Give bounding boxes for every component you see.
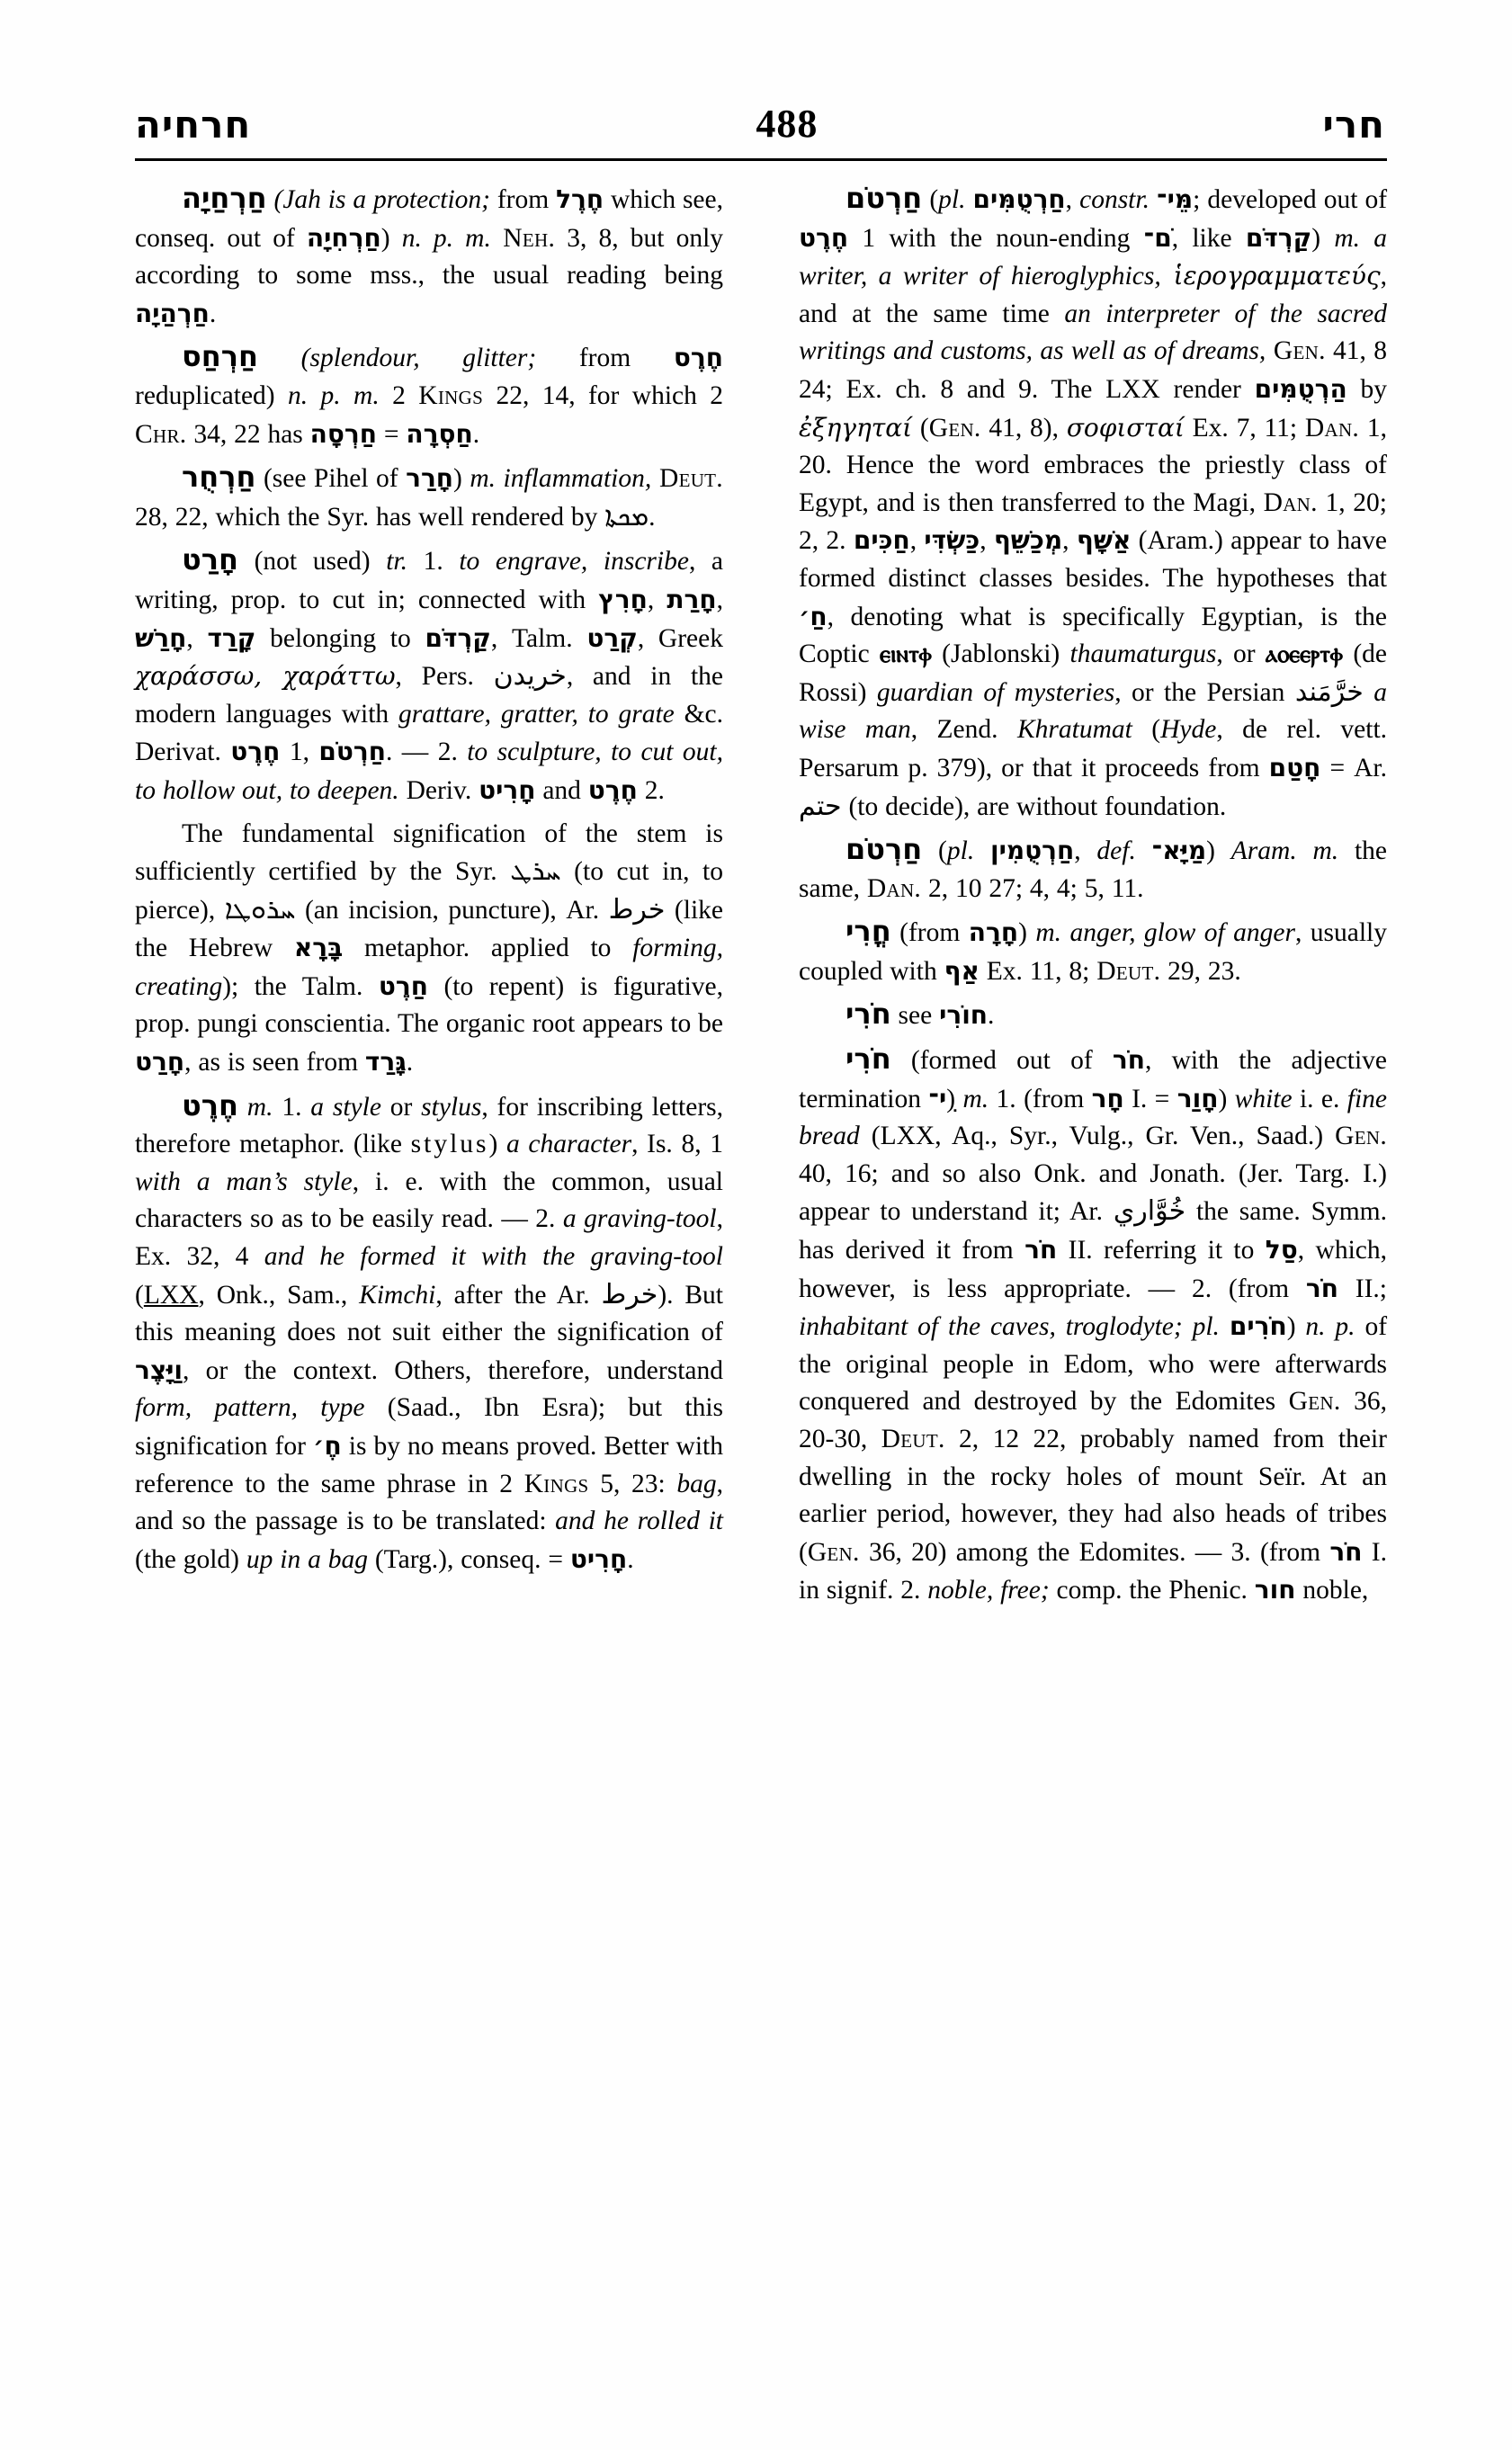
body-text: , i. e. with the common, usual characters so as to be easily read. — 2. <box>135 1167 724 1234</box>
body-text: 36, 20) among the Edomites. — 3. (from <box>859 1537 1330 1567</box>
hebrew-word: חֹר <box>1305 1273 1338 1303</box>
italic-gloss: up in a bag <box>246 1544 368 1574</box>
body-text: , or the context. Others, therefore, understand <box>183 1355 723 1385</box>
italic-gloss: a character <box>505 1130 632 1159</box>
scripture-ref: Gen. <box>1288 1387 1341 1417</box>
running-head-left-hebrew: חרחיה <box>135 103 252 147</box>
body-text: . <box>406 1048 414 1077</box>
entry-lemma: חֶרֶט <box>182 1087 238 1122</box>
body-text: , Zend. <box>910 715 1017 745</box>
right-text-column <box>799 180 1387 2267</box>
entry-lemma: חֳרִי <box>845 914 891 949</box>
italic-gloss: Kimchi <box>359 1280 436 1310</box>
body-text <box>1364 678 1373 707</box>
body-text: ( <box>135 1280 144 1310</box>
body-text: 34, 22 has <box>186 419 310 449</box>
body-text: 5, 23: <box>588 1469 677 1498</box>
page-columns <box>135 180 1387 2267</box>
body-text: the same. Symm. has derived it from <box>799 1197 1388 1265</box>
hebrew-word: חָרִיט <box>569 1543 628 1574</box>
hebrew-word: חוֹרִי <box>939 1000 989 1031</box>
hebrew-word: חָר <box>1091 1083 1124 1113</box>
body-text: (Targ.), conseq. = <box>367 1544 570 1574</box>
dictionary-entry <box>799 1041 1387 1610</box>
body-text: , as is seen from <box>184 1048 365 1077</box>
body-text: (see Pihel of <box>255 464 407 494</box>
scripture-ref: Kings <box>418 380 484 410</box>
body-text: , Is. 8, 1 <box>631 1130 723 1159</box>
body-text: ) <box>1206 836 1231 866</box>
hebrew-word: וַיָּצֶר <box>135 1355 183 1385</box>
greek-word: ἐξηγηταί <box>799 412 913 443</box>
hebrew-word: חֶרֶס <box>673 343 723 373</box>
body-text: (Saad., Ibn Esra); but this signification for <box>135 1393 723 1461</box>
italic-gloss: noble, free; <box>927 1576 1050 1605</box>
entry-lemma: חַרְטֹם <box>845 832 923 867</box>
body-text: , and in the modern languages with <box>135 662 723 729</box>
body-text: = Ar. <box>1320 753 1388 782</box>
body-text: , and so the passage is to be translated: <box>135 1469 723 1536</box>
scripture-ref: Dan. <box>866 873 922 903</box>
body-text: ) <box>1218 1084 1235 1113</box>
body-text: 1. (from <box>989 1084 1092 1113</box>
header-rule <box>135 158 1387 161</box>
scripture-ref: Gen. <box>1266 336 1326 366</box>
italic-gloss: form, pattern, type <box>135 1393 365 1423</box>
body-text: comp. the Phenic. <box>1049 1576 1255 1605</box>
italic-gloss: to sculpture, to cut out, to hollow out, to deepen. <box>135 738 723 805</box>
arabic-word: خرط <box>601 1278 658 1310</box>
body-text: I. in signif. 2. <box>799 1537 1387 1605</box>
body-text: 36, 20-30, <box>799 1387 1387 1453</box>
body-text: , Onk., Sam., <box>198 1280 360 1310</box>
body-text: 3, 8, but only according to some mss., the usual reading being <box>135 223 724 291</box>
italic-gloss: white <box>1234 1084 1293 1113</box>
body-text: i. e. <box>1292 1084 1347 1113</box>
body-text: ; developed out of <box>1193 185 1388 214</box>
body-text: , Pers. <box>395 662 494 692</box>
body-text <box>974 836 990 865</box>
body-text: Ex. 11, 8; <box>979 956 1097 986</box>
body-text: ( <box>912 413 929 443</box>
body-text: , Ex. 32, 4 <box>135 1204 723 1272</box>
body-text: ) <box>1311 223 1335 253</box>
hebrew-word: חָוַר <box>1176 1083 1219 1113</box>
entry-lemma: חָרַט <box>182 542 238 577</box>
body-text: Ex. 7, 11; <box>1184 413 1305 443</box>
hebrew-word: אַשָּׁף <box>1076 525 1132 556</box>
body-text: , <box>909 526 925 556</box>
hebrew-word: חֶרֶט <box>799 222 849 253</box>
hebrew-word: חַכִּים <box>853 525 910 556</box>
body-text: 1 with the noun-ending <box>848 223 1144 253</box>
body-text <box>1150 185 1157 214</box>
body-text: , Greek <box>637 623 723 653</box>
body-text: by <box>1346 374 1388 404</box>
scripture-ref: Deut. <box>651 464 723 494</box>
body-text: (de Rossi) <box>799 639 1388 707</box>
arabic-word: خرط <box>608 893 666 925</box>
hebrew-word: חָרִיט <box>479 774 536 805</box>
body-text: from <box>489 185 557 214</box>
italic-gloss: n. p. m. <box>288 380 380 410</box>
body-text: is by no means proved. Better with reference to the same phrase in 2 <box>135 1432 724 1498</box>
body-text: 2. <box>637 775 665 805</box>
body-text: . <box>209 299 217 328</box>
hebrew-word: חַרְחִיָה <box>306 222 381 253</box>
hebrew-word: קַרְדֹּם <box>425 622 491 653</box>
dictionary-entry <box>135 541 723 809</box>
dictionary-entry <box>799 831 1387 908</box>
body-text: 2, 10 27; 4, 4; 5, 11. <box>921 873 1144 903</box>
hebrew-word: חָטַם <box>1268 752 1321 782</box>
hebrew-word: קְרַט <box>586 622 638 653</box>
body-text: , <box>1062 526 1077 556</box>
coptic-word: ⲁⲟⲉⲉⲣⲧⲫ <box>1265 640 1344 669</box>
body-text: ( <box>1132 715 1161 745</box>
body-text: . <box>988 1001 995 1031</box>
scripture-ref: Gen. <box>807 1537 860 1567</box>
italic-gloss: pl. <box>938 185 966 214</box>
hebrew-word: מֵּי־ <box>1157 184 1194 214</box>
dictionary-entry <box>135 180 723 333</box>
hebrew-word: חֶרֶט <box>587 774 638 805</box>
hebrew-word: חַרְטֹם <box>318 737 386 767</box>
hebrew-word: חָרַת <box>667 584 717 614</box>
italic-gloss: a graving-tool <box>562 1204 717 1234</box>
hebrew-word: חַרְסָה <box>309 418 378 449</box>
body-text: 28, 22, which the Syr. has well rendered by <box>135 502 605 532</box>
body-text: from <box>536 344 674 373</box>
italic-gloss: and he rolled it <box>555 1507 723 1536</box>
body-text: , which, however, is less appropriate. — 2. (from <box>799 1236 1387 1303</box>
body-text: metaphor. applied to <box>343 934 633 963</box>
italic-gloss: a wise man <box>799 677 1387 745</box>
body-text: II.; <box>1338 1274 1387 1303</box>
body-text: . <box>472 419 480 449</box>
hebrew-word: אַף <box>944 955 980 986</box>
body-text: ) <box>453 464 470 494</box>
body-text: noble, <box>1295 1576 1369 1605</box>
hebrew-word: חַרֶט <box>378 970 428 1001</box>
arabic-word: حتم <box>799 790 842 822</box>
hebrew-word: חֶ׳ <box>313 1431 342 1461</box>
hebrew-word: חַ׳ <box>799 601 828 631</box>
scripture-ref: Gen. <box>928 413 981 443</box>
body-text: (to repent) is figurative, prop. pungi conscientia. The organic root appears to be <box>135 971 723 1039</box>
hebrew-word: חֹר <box>1112 1045 1145 1076</box>
dictionary-entry <box>799 996 1387 1035</box>
body-text: , after the Ar. <box>435 1280 602 1310</box>
syriac-word: ܚܪܛ <box>510 855 561 888</box>
greek-word: σοφισταί <box>1066 412 1185 443</box>
greek-word: χαράσσω, χαράττω <box>135 661 396 692</box>
body-text: , <box>980 526 994 556</box>
body-text: (like the Hebrew <box>135 895 723 963</box>
body-text: 41, 8), <box>980 413 1067 443</box>
italic-gloss: an interpreter of the sacred writings and customs, as well as of dreams, <box>799 299 1387 366</box>
body-text: (the gold) <box>135 1544 246 1574</box>
syriac-word: ܡܟܬܐ <box>604 500 649 532</box>
dictionary-entry <box>135 1087 723 1579</box>
body-text: ) <box>380 223 402 253</box>
hebrew-word: חַסְרָה <box>406 418 473 449</box>
hebrew-word: חֶרֶל <box>556 184 604 214</box>
italic-gloss: with a man’s style <box>135 1167 353 1196</box>
hebrew-word: חַרְטֻמִּים <box>972 184 1066 214</box>
scripture-ref: Dan. <box>1263 487 1318 517</box>
body-text: ) <box>1286 1312 1306 1342</box>
hebrew-word: מְכַשֵּׁף <box>993 525 1063 556</box>
body-text: , for inscribing letters, therefore metaphor. (like <box>135 1092 724 1159</box>
coptic-word: ⲉⲓⲛⲧⲫ <box>879 640 932 669</box>
italic-gloss: Khratumat <box>1016 715 1132 745</box>
entry-lemma: חַרְטֹם <box>845 181 923 215</box>
hebrew-word: חָרַר <box>406 463 454 494</box>
body-text: , <box>186 623 208 653</box>
body-text: Deriv. <box>398 775 479 805</box>
italic-gloss: guardian of mysteries <box>876 677 1115 707</box>
body-text: 2 <box>379 380 419 410</box>
hebrew-word: חֹרִים <box>1229 1311 1287 1342</box>
body-text: 1. <box>273 1092 311 1122</box>
italic-gloss: m. a writer, a writer of hieroglyphics, <box>799 223 1387 291</box>
body-text: ( <box>922 836 947 866</box>
hebrew-word: חור <box>1254 1575 1296 1605</box>
body-text: ). But this meaning does not suit either the signification of <box>135 1280 724 1347</box>
italic-gloss: forming, creating <box>135 934 723 1001</box>
scripture-ref: Neh. <box>490 223 556 253</box>
scripture-ref: Dan. <box>1304 413 1360 443</box>
body-text: , <box>1074 836 1097 866</box>
body-text: 1. <box>407 547 460 577</box>
body-text: , like <box>1171 223 1246 253</box>
hebrew-word: חֶרֶט <box>230 737 281 767</box>
italic-gloss: constr. <box>1079 185 1150 214</box>
body-text: , <box>647 585 667 614</box>
italic-gloss: pl. <box>946 836 975 866</box>
hebrew-word: חָרִץ <box>598 584 648 614</box>
body-text: 40, 16; and so also Onk. and Jonath. (Jer. Targ. I.) appear to understand it; Ar. <box>799 1158 1387 1227</box>
running-head <box>135 81 1385 147</box>
body-text: . <box>627 1544 634 1574</box>
italic-gloss: n. p. m. <box>401 223 491 253</box>
left-text-column <box>135 180 723 2267</box>
body-text: or <box>380 1092 422 1122</box>
body-text: see <box>890 1001 940 1031</box>
italic-gloss: thaumaturgus <box>1069 639 1217 669</box>
italic-gloss: def. <box>1096 836 1136 866</box>
scripture-ref: Chr. <box>135 419 187 449</box>
hebrew-word: קַרְדֹּם <box>1245 222 1312 253</box>
body-text: of the original people in Edom, who were afterwards conquered and destroyed by the Edomites <box>799 1312 1388 1417</box>
body-text: ) <box>946 1084 963 1113</box>
body-text: 1, 20. Hence the word embraces the priestly class of Egypt, and is then transferred to the Magi, <box>799 413 1388 517</box>
italic-gloss: m. <box>962 1084 989 1113</box>
body-text: ( <box>922 185 939 214</box>
body-text: , denoting what is specifically Egyptian, is the Coptic <box>799 602 1387 669</box>
entry-lemma: חַרְחַיָה <box>182 181 267 215</box>
italic-gloss: fine bread <box>799 1084 1388 1151</box>
greek-word: ἱερογραμματεύς <box>1160 261 1381 291</box>
body-text: , <box>716 585 723 614</box>
italic-gloss: m. inflammation, <box>470 464 652 494</box>
scripture-ref: Gen. <box>1335 1122 1387 1151</box>
scripture-ref: Deut. <box>1096 956 1161 986</box>
italic-gloss: n. p. <box>1305 1312 1355 1342</box>
body-text: , or the Persian <box>1114 677 1295 707</box>
body-text: ); the Talm. <box>222 971 379 1001</box>
italic-gloss: bag <box>676 1469 717 1498</box>
body-text: (formed out of <box>890 1046 1113 1076</box>
body-text: and <box>535 775 588 805</box>
hebrew-word: ִי־ <box>928 1083 947 1113</box>
body-text <box>1220 1312 1230 1341</box>
dictionary-entry <box>799 913 1387 990</box>
hebrew-word: מַיָּא־ <box>1151 836 1207 866</box>
dictionary-entry <box>799 180 1387 826</box>
body-text: (from <box>890 918 969 948</box>
body-text: = <box>377 419 407 449</box>
italic-gloss: inhabitant of the caves, troglodyte; pl. <box>799 1312 1220 1342</box>
hebrew-word: חֹר <box>1329 1536 1363 1567</box>
entry-lemma: חַרְחַס <box>182 339 258 374</box>
body-text: I. = <box>1123 1084 1177 1113</box>
italic-gloss: tr. <box>386 547 408 577</box>
scripture-ref: Kings <box>523 1469 589 1498</box>
italic-gloss: to engrave, inscribe <box>459 547 689 577</box>
body-text: , <box>1065 185 1080 214</box>
page-number: 488 <box>756 102 819 146</box>
running-head-right-hebrew: חרי <box>1322 103 1385 147</box>
body-text: ) <box>488 1130 506 1159</box>
dictionary-entry <box>135 338 723 453</box>
body-text: the same, <box>799 836 1388 903</box>
arabic-word: خُوَّاري <box>1113 1195 1186 1228</box>
hebrew-word: גָּרַד <box>364 1047 407 1077</box>
italic-gloss: Hyde <box>1160 715 1217 745</box>
hebrew-word: קָרַד <box>207 622 256 653</box>
italic-gloss: a style <box>310 1092 381 1122</box>
body-text: (an incision, puncture), Ar. <box>295 895 609 925</box>
body-text: 1, 20; 2, 2. <box>799 487 1387 556</box>
syriac-word: ܚܪܘܛܐ <box>224 893 296 925</box>
scripture-ref: Deut. <box>881 1425 945 1453</box>
body-text: . — 2. <box>385 738 468 767</box>
hebrew-word: חֹר <box>1024 1235 1058 1265</box>
italic-gloss: (splendour, glitter; <box>257 344 537 373</box>
body-text: (LXX, Aq., Syr., Vulg., Gr. Ven., Saad.) <box>859 1122 1336 1151</box>
body-text: , usually coupled with <box>799 918 1387 986</box>
body-text: belonging to <box>255 623 425 653</box>
body-text: , Talm. <box>490 623 587 653</box>
body-text: 1, <box>280 738 319 767</box>
body-text: , or <box>1216 639 1266 669</box>
spaced-text: stylus <box>410 1130 489 1159</box>
underlined-text: LXX <box>143 1280 199 1310</box>
hebrew-word: חָרַשׁ <box>135 622 187 653</box>
italic-gloss: Aram. m. <box>1230 836 1339 866</box>
body-text: which see, conseq. out of <box>135 185 723 253</box>
body-text: , a writing, prop. to cut in; connected with <box>135 547 724 614</box>
body-text: The fundamental signification of the stem is sufficiently certified by the Syr. <box>135 818 723 887</box>
dictionary-entry <box>135 816 723 1082</box>
hebrew-word: חַרְהַיָה <box>135 298 210 328</box>
arabic-word: خرَّمَند <box>1294 675 1364 708</box>
body-text: (to cut in, to pierce), <box>135 857 724 925</box>
hebrew-word: ֹם־ <box>1143 222 1172 253</box>
body-text: , with the adjective termination <box>799 1046 1388 1113</box>
italic-gloss: stylus <box>421 1092 482 1122</box>
body-text: (Jablonski) <box>931 639 1070 669</box>
hebrew-word: סַל <box>1265 1235 1298 1265</box>
body-text: ) <box>1018 918 1036 948</box>
hebrew-word: חַרְטֻמִין <box>990 836 1075 866</box>
body-text: 2, 12 22, probably named from their dwelling in the rocky holes of mount Seïr. At an earlier period, however, they had also heads of tribes ( <box>799 1425 1387 1567</box>
hebrew-word: חָרָה <box>968 917 1019 948</box>
entry-lemma: חֹרִי <box>845 997 891 1032</box>
body-text: II. referring it to <box>1057 1236 1266 1265</box>
body-text <box>965 185 972 214</box>
body-text: , and at the same time <box>799 262 1387 328</box>
entry-lemma: חֹרִי <box>845 1042 891 1077</box>
body-text: (to decide), are without foundation. <box>841 791 1227 821</box>
italic-gloss: (Jah is a protection; <box>266 185 490 214</box>
hebrew-word: הַרְטֻמִּים <box>1254 373 1347 404</box>
italic-gloss: m. <box>237 1092 273 1122</box>
hebrew-word: כַּשְׂדִּי <box>924 525 980 556</box>
italic-gloss: and he formed it with the graving-tool <box>264 1242 723 1272</box>
hebrew-word: בָּרָא <box>293 933 344 963</box>
arabic-word: خريدن <box>493 660 567 693</box>
body-text <box>1136 836 1152 865</box>
italic-gloss: m. anger, glow of anger <box>1035 918 1295 948</box>
entry-lemma: חַרְחֻר <box>182 460 256 495</box>
body-text: 22, 14, for which 2 <box>483 380 723 410</box>
body-text: (Aram.) appear to have formed distinct classes besides. The hypotheses that <box>799 526 1388 593</box>
body-text: &c. Derivat. <box>135 699 723 767</box>
body-text: 29, 23. <box>1160 956 1241 986</box>
italic-gloss: grattare, gratter, to grate <box>398 699 675 729</box>
dictionary-entry <box>135 459 723 536</box>
hebrew-word: חָרַט <box>135 1047 185 1077</box>
body-text: , de rel. vett. Persarum p. 379), or that it proceeds from <box>799 715 1388 782</box>
body-text: (not used) <box>237 547 387 577</box>
body-text: . <box>649 502 656 532</box>
body-text: reduplicated) <box>135 380 288 410</box>
body-text: 41, 8 24; Ex. ch. 8 and 9. The LXX render <box>799 336 1387 404</box>
